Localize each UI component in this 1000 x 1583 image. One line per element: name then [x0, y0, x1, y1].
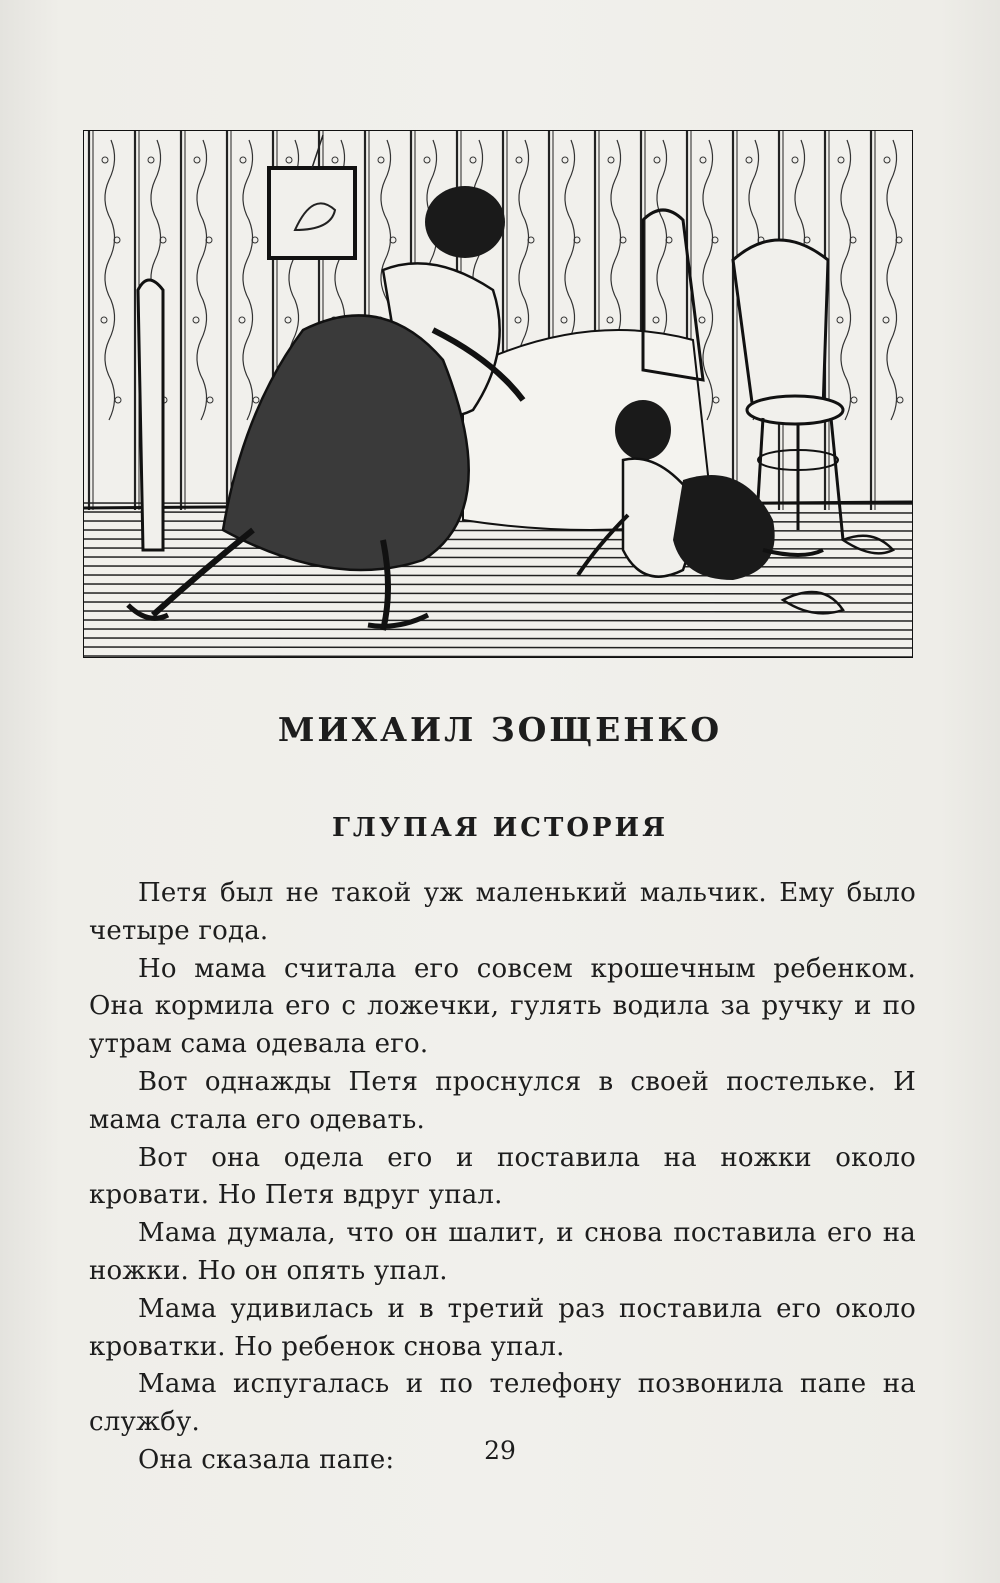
paragraph: Вот она одела его и поставила на ножки около кровати. Но Петя вдруг упал.: [89, 1142, 916, 1211]
paragraph: Она сказала папе:: [138, 1444, 395, 1475]
paragraph: Петя был не такой уж маленький мальчик. Ему было четыре года.: [89, 878, 916, 946]
paragraph: Но мама считала его совсем крошечным ребенком. Она кормила его с ложечки, гулять водила за ручку и по утрам сама одевала его.: [89, 953, 916, 1060]
paragraph: Мама испугалась и по телефону позвонила папе на службу.: [89, 1369, 916, 1438]
paragraph: Вот однажды Петя проснулся в своей постельке. И мама стала его одевать.: [89, 1066, 916, 1135]
story-text: [89, 875, 916, 1480]
mother-and-child-illustration-icon: [83, 130, 913, 658]
page-number: 29: [484, 1436, 516, 1465]
paragraph: Мама удивилась и в третий раз поставила его около кроватки. Но ребенок снова упал.: [89, 1293, 916, 1362]
author-name: МИХАИЛ ЗОЩЕНКО: [277, 710, 723, 749]
story-title: ГЛУПАЯ ИСТОРИЯ: [331, 813, 669, 843]
paragraph: Мама думала, что он шалит, и снова поставила его на ножки. Но он опять упал.: [89, 1218, 916, 1286]
